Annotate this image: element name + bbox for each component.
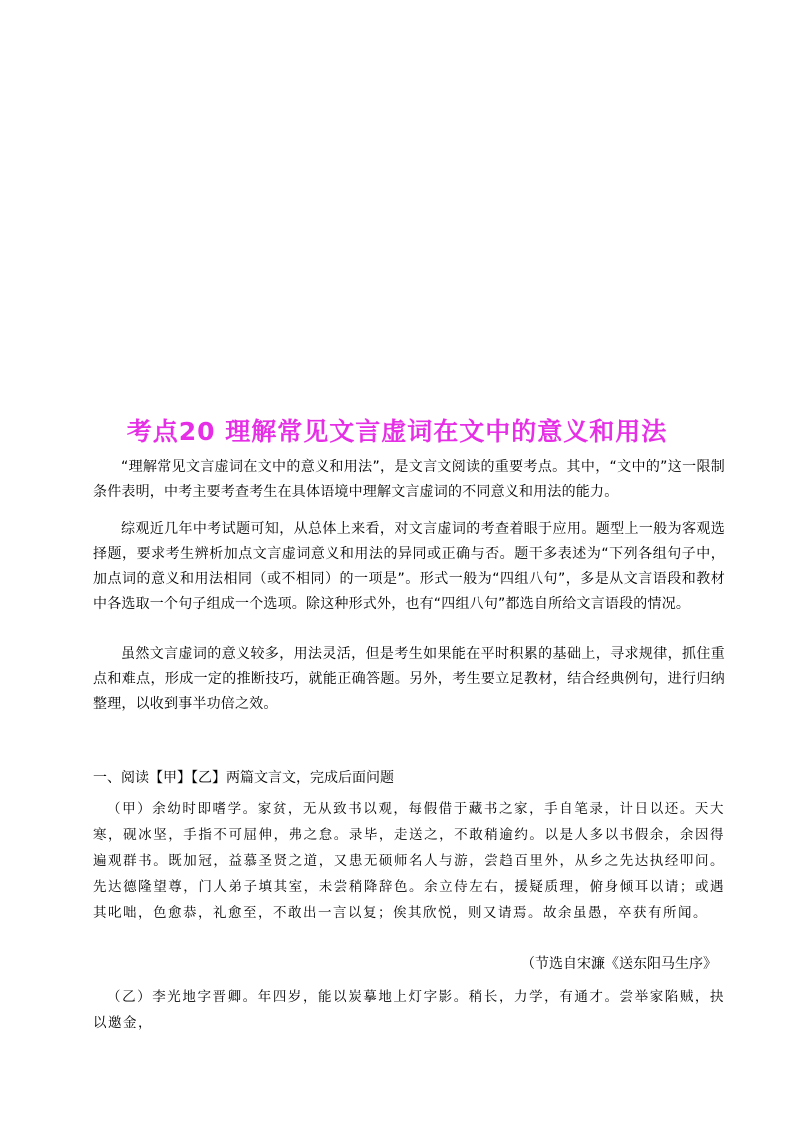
passage-yi: （乙）李光地字晋卿。年四岁，能以炭摹地上灯字影。稍长，力学，有通才。尝举家陷贼，抉以邀金， [93, 989, 725, 1031]
intro-paragraph-3: 虽然文言虚词的意义较多，用法灵活，但是考生如果能在平时积累的基础上，寻求规律，抓住重点和难点，形成一定的推断技巧，就能正确答题。另外，考生要立足教材，结合经典例句，进行归纳整理，以收到事半功倍之效。 [93, 646, 725, 712]
passage-jia: （甲）余幼时即嗜学。家贫，无从致书以观，每假借于藏书之家，手自笔录，计日以还。天大寒，砚冰坚，手指不可屈伸，弗之怠。录毕，走送之，不敢稍逾约。以是人多以书假余，余因得遍观群书。既加冠，益慕圣贤之道，又患无硕师名人与游，尝趋百里外，从乡之先达执经叩问。先达德隆望尊，门人弟子填其室，未尝稍降辞色。余立侍左右，援疑质理，俯身倾耳以请；或遇其叱咄，色愈恭，礼愈至，不敢出一言以复；俟其欣悦，则又请焉。故余虽愚，卒获有所闻。 [93, 801, 725, 921]
document-title: 考点20 理解常见文言虚词在文中的意义和用法 [126, 416, 668, 446]
section-heading: 一、阅读【甲】【乙】两篇文言文，完成后面问题 [93, 770, 394, 786]
intro-paragraph-2: 综观近几年中考试题可知，从总体上来看，对文言虚词的考查着眼于应用。题型上一般为客观选择题，要求考生辨析加点文言虚词意义和用法的异同或正确与否。题干多表述为“下列各组句子中，加点词的意义和用法相同（或不相同）的一项是”。形式一般为“四组八句”，多是从文言语段和教材中各选取一个句子组成一个选项。除这种形式外，也有“四组八句”都选自所给文言语段的情况。 [93, 521, 725, 612]
intro-paragraph-1: “理解常见文言虚词在文中的意义和用法”，是文言文阅读的重要考点。其中，“文中的”这一限制条件表明，中考主要考查考生在具体语境中理解文言虚词的不同意义和用法的能力。 [93, 459, 725, 500]
passage-source: （节选自宋濂《送东阳马生序》 [521, 956, 717, 972]
